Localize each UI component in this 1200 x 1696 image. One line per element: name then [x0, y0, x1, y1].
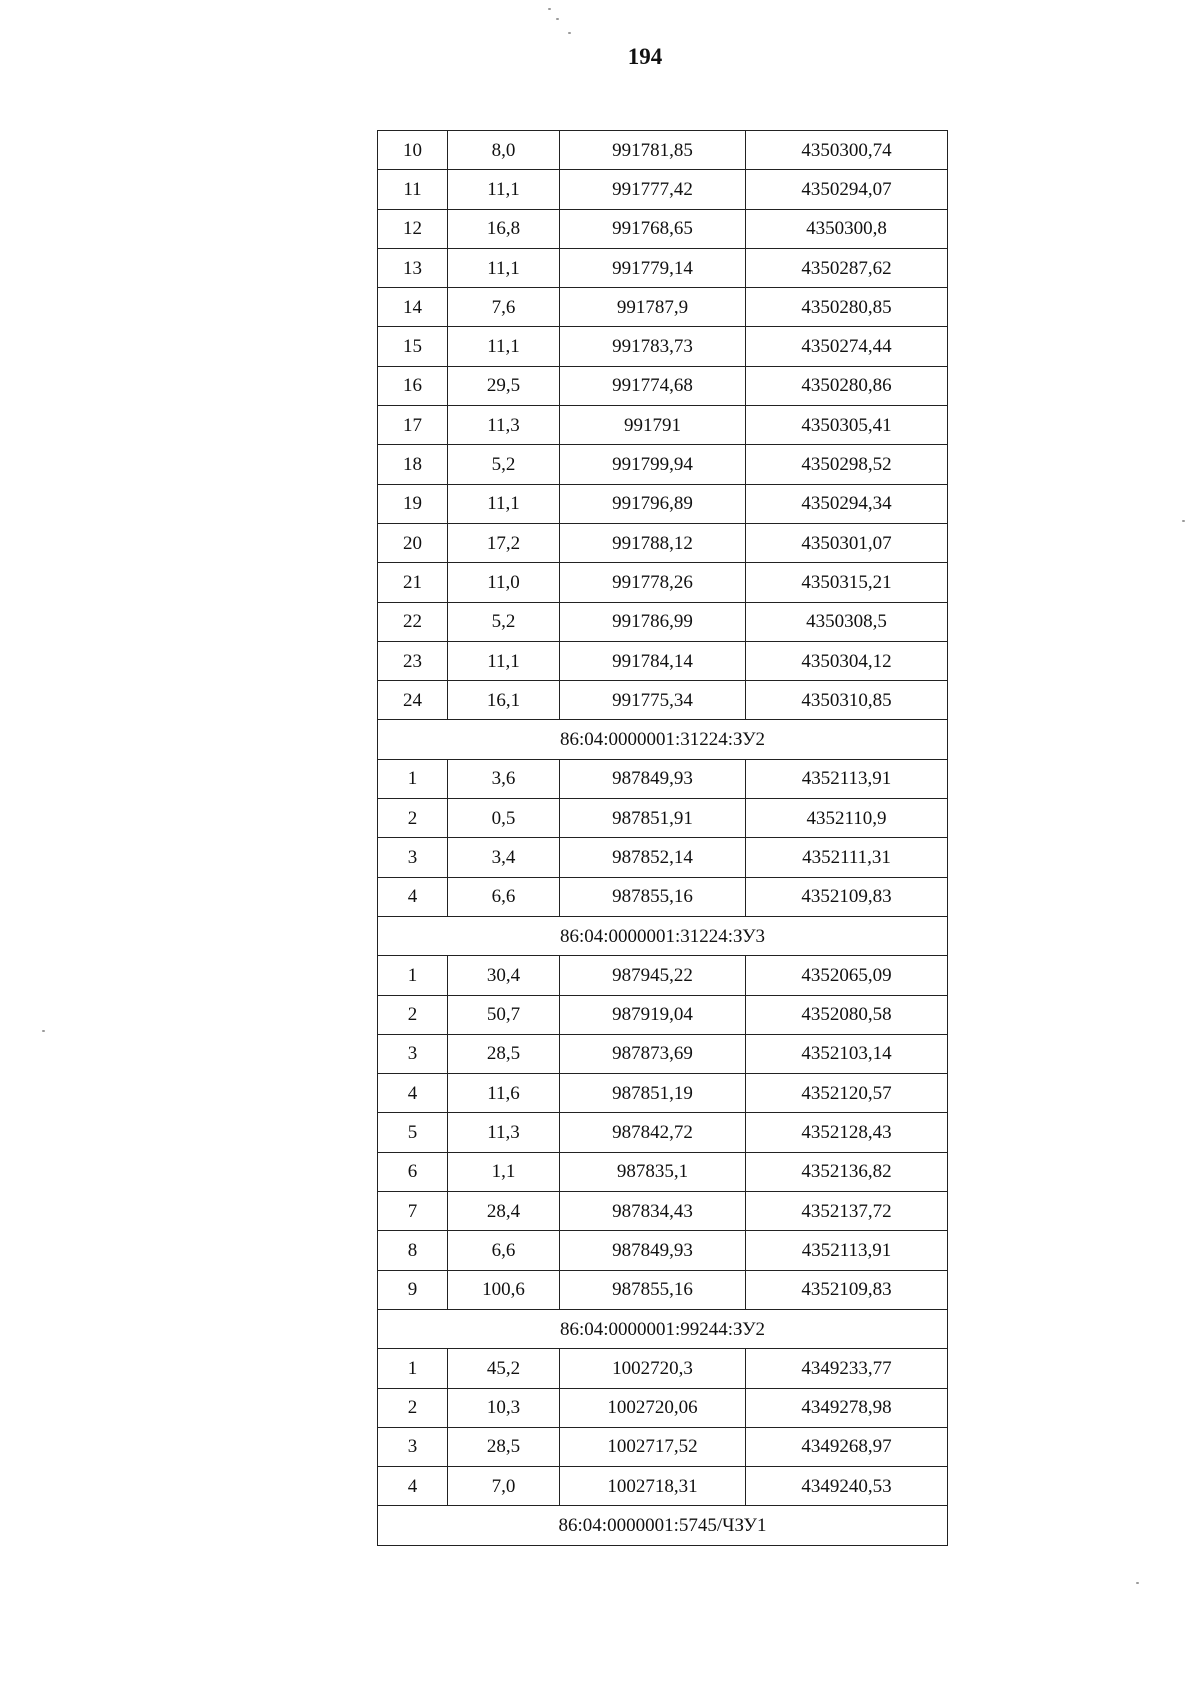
distance-cell: 11,1: [448, 170, 560, 209]
table-row: [378, 1152, 948, 1191]
table-row: [378, 838, 948, 877]
y-coordinate-cell: 4350301,07: [746, 523, 948, 562]
x-coordinate-cell: 991768,65: [560, 209, 746, 248]
y-coordinate-cell: 4352109,83: [746, 1270, 948, 1309]
y-coordinate-cell: 4350310,85: [746, 681, 948, 720]
x-coordinate-cell: 991779,14: [560, 248, 746, 287]
y-coordinate-cell: 4350294,07: [746, 170, 948, 209]
scan-speck: [556, 18, 559, 20]
table-row: [378, 641, 948, 680]
point-number-cell: 10: [378, 131, 448, 170]
point-number-cell: 18: [378, 445, 448, 484]
y-coordinate-cell: 4349240,53: [746, 1467, 948, 1506]
table-row: [378, 406, 948, 445]
x-coordinate-cell: 991799,94: [560, 445, 746, 484]
distance-cell: 28,4: [448, 1192, 560, 1231]
table-row: [378, 681, 948, 720]
x-coordinate-cell: 991796,89: [560, 484, 746, 523]
point-number-cell: 17: [378, 406, 448, 445]
scan-speck: [1182, 520, 1185, 522]
point-number-cell: 20: [378, 523, 448, 562]
point-number-cell: 16: [378, 366, 448, 405]
x-coordinate-cell: 991788,12: [560, 523, 746, 562]
point-number-cell: 15: [378, 327, 448, 366]
x-coordinate-cell: 991786,99: [560, 602, 746, 641]
y-coordinate-cell: 4350280,86: [746, 366, 948, 405]
y-coordinate-cell: 4349278,98: [746, 1388, 948, 1427]
point-number-cell: 19: [378, 484, 448, 523]
distance-cell: 28,5: [448, 1427, 560, 1466]
y-coordinate-cell: 4352137,72: [746, 1192, 948, 1231]
y-coordinate-cell: 4350300,74: [746, 131, 948, 170]
scan-speck: [568, 32, 571, 34]
distance-cell: 11,0: [448, 563, 560, 602]
point-number-cell: 24: [378, 681, 448, 720]
x-coordinate-cell: 987919,04: [560, 995, 746, 1034]
y-coordinate-cell: 4352065,09: [746, 956, 948, 995]
land-plot-cadastral-number: 86:04:0000001:31224:ЗУ2: [378, 720, 948, 759]
point-number-cell: 23: [378, 641, 448, 680]
point-number-cell: 8: [378, 1231, 448, 1270]
point-number-cell: 5: [378, 1113, 448, 1152]
coordinates-table-body: [378, 131, 948, 1546]
y-coordinate-cell: 4352113,91: [746, 759, 948, 798]
point-number-cell: 3: [378, 1427, 448, 1466]
point-number-cell: 1: [378, 956, 448, 995]
table-row: [378, 523, 948, 562]
point-number-cell: 13: [378, 248, 448, 287]
point-number-cell: 7: [378, 1192, 448, 1231]
point-number-cell: 21: [378, 563, 448, 602]
y-coordinate-cell: 4350315,21: [746, 563, 948, 602]
table-row: [378, 366, 948, 405]
distance-cell: 10,3: [448, 1388, 560, 1427]
table-row: [378, 288, 948, 327]
table-row: [378, 1192, 948, 1231]
distance-cell: 8,0: [448, 131, 560, 170]
page-number: 194: [627, 44, 663, 69]
point-number-cell: 12: [378, 209, 448, 248]
distance-cell: 16,1: [448, 681, 560, 720]
y-coordinate-cell: 4350274,44: [746, 327, 948, 366]
x-coordinate-cell: 991774,68: [560, 366, 746, 405]
y-coordinate-cell: 4349233,77: [746, 1349, 948, 1388]
y-coordinate-cell: 4352113,91: [746, 1231, 948, 1270]
y-coordinate-cell: 4350294,34: [746, 484, 948, 523]
distance-cell: 7,0: [448, 1467, 560, 1506]
distance-cell: 5,2: [448, 445, 560, 484]
x-coordinate-cell: 987851,19: [560, 1074, 746, 1113]
y-coordinate-cell: 4350287,62: [746, 248, 948, 287]
distance-cell: 45,2: [448, 1349, 560, 1388]
distance-cell: 29,5: [448, 366, 560, 405]
land-plot-cadastral-number: 86:04:0000001:31224:ЗУ3: [378, 916, 948, 955]
x-coordinate-cell: 987855,16: [560, 1270, 746, 1309]
table-row: [378, 877, 948, 916]
table-row: [378, 131, 948, 170]
section-header-row: [378, 1309, 948, 1348]
distance-cell: 5,2: [448, 602, 560, 641]
point-number-cell: 2: [378, 995, 448, 1034]
table-row: [378, 1113, 948, 1152]
distance-cell: 1,1: [448, 1152, 560, 1191]
x-coordinate-cell: 987834,43: [560, 1192, 746, 1231]
y-coordinate-cell: 4350280,85: [746, 288, 948, 327]
point-number-cell: 3: [378, 1034, 448, 1073]
y-coordinate-cell: 4352103,14: [746, 1034, 948, 1073]
distance-cell: 50,7: [448, 995, 560, 1034]
distance-cell: 6,6: [448, 1231, 560, 1270]
table-row: [378, 248, 948, 287]
table-row: [378, 170, 948, 209]
table-row: [378, 799, 948, 838]
distance-cell: 3,4: [448, 838, 560, 877]
y-coordinate-cell: 4352120,57: [746, 1074, 948, 1113]
section-header-row: [378, 916, 948, 955]
y-coordinate-cell: 4350305,41: [746, 406, 948, 445]
x-coordinate-cell: 991781,85: [560, 131, 746, 170]
y-coordinate-cell: 4352111,31: [746, 838, 948, 877]
scan-speck: [42, 1030, 45, 1032]
table-row: [378, 563, 948, 602]
point-number-cell: 1: [378, 759, 448, 798]
y-coordinate-cell: 4350304,12: [746, 641, 948, 680]
point-number-cell: 11: [378, 170, 448, 209]
table-row: [378, 1467, 948, 1506]
y-coordinate-cell: 4350308,5: [746, 602, 948, 641]
distance-cell: 6,6: [448, 877, 560, 916]
x-coordinate-cell: 991775,34: [560, 681, 746, 720]
y-coordinate-cell: 4352110,9: [746, 799, 948, 838]
point-number-cell: 6: [378, 1152, 448, 1191]
distance-cell: 28,5: [448, 1034, 560, 1073]
distance-cell: 11,3: [448, 406, 560, 445]
table-row: [378, 1034, 948, 1073]
distance-cell: 11,6: [448, 1074, 560, 1113]
x-coordinate-cell: 1002718,31: [560, 1467, 746, 1506]
distance-cell: 11,1: [448, 484, 560, 523]
section-header-row: [378, 720, 948, 759]
x-coordinate-cell: 987945,22: [560, 956, 746, 995]
distance-cell: 7,6: [448, 288, 560, 327]
table-row: [378, 1270, 948, 1309]
table-row: [378, 209, 948, 248]
x-coordinate-cell: 1002720,3: [560, 1349, 746, 1388]
table-row: [378, 445, 948, 484]
x-coordinate-cell: 1002717,52: [560, 1427, 746, 1466]
distance-cell: 100,6: [448, 1270, 560, 1309]
x-coordinate-cell: 991784,14: [560, 641, 746, 680]
land-plot-cadastral-number: 86:04:0000001:99244:ЗУ2: [378, 1309, 948, 1348]
table-row: [378, 484, 948, 523]
x-coordinate-cell: 991778,26: [560, 563, 746, 602]
distance-cell: 11,1: [448, 641, 560, 680]
distance-cell: 11,1: [448, 248, 560, 287]
point-number-cell: 4: [378, 877, 448, 916]
table-row: [378, 1074, 948, 1113]
x-coordinate-cell: 987849,93: [560, 759, 746, 798]
y-coordinate-cell: 4352136,82: [746, 1152, 948, 1191]
y-coordinate-cell: 4349268,97: [746, 1427, 948, 1466]
scan-speck: [1136, 1582, 1139, 1584]
table-row: [378, 1231, 948, 1270]
distance-cell: 17,2: [448, 523, 560, 562]
distance-cell: 16,8: [448, 209, 560, 248]
x-coordinate-cell: 987842,72: [560, 1113, 746, 1152]
table-row: [378, 1388, 948, 1427]
scan-speck: [548, 8, 551, 10]
point-number-cell: 14: [378, 288, 448, 327]
point-number-cell: 9: [378, 1270, 448, 1309]
x-coordinate-cell: 991791: [560, 406, 746, 445]
y-coordinate-cell: 4352109,83: [746, 877, 948, 916]
distance-cell: 11,3: [448, 1113, 560, 1152]
x-coordinate-cell: 991783,73: [560, 327, 746, 366]
y-coordinate-cell: 4352128,43: [746, 1113, 948, 1152]
point-number-cell: 3: [378, 838, 448, 877]
point-number-cell: 2: [378, 1388, 448, 1427]
coordinates-table: [377, 130, 948, 1546]
x-coordinate-cell: 987849,93: [560, 1231, 746, 1270]
table-row: [378, 759, 948, 798]
y-coordinate-cell: 4350298,52: [746, 445, 948, 484]
table-row: [378, 1427, 948, 1466]
distance-cell: 3,6: [448, 759, 560, 798]
x-coordinate-cell: 987852,14: [560, 838, 746, 877]
point-number-cell: 4: [378, 1467, 448, 1506]
table-row: [378, 995, 948, 1034]
table-row: [378, 327, 948, 366]
distance-cell: 0,5: [448, 799, 560, 838]
y-coordinate-cell: 4350300,8: [746, 209, 948, 248]
x-coordinate-cell: 1002720,06: [560, 1388, 746, 1427]
y-coordinate-cell: 4352080,58: [746, 995, 948, 1034]
x-coordinate-cell: 987873,69: [560, 1034, 746, 1073]
distance-cell: 30,4: [448, 956, 560, 995]
section-header-row: [378, 1506, 948, 1545]
x-coordinate-cell: 987835,1: [560, 1152, 746, 1191]
table-row: [378, 956, 948, 995]
point-number-cell: 2: [378, 799, 448, 838]
land-plot-cadastral-number: 86:04:0000001:5745/ЧЗУ1: [378, 1506, 948, 1545]
point-number-cell: 4: [378, 1074, 448, 1113]
point-number-cell: 22: [378, 602, 448, 641]
x-coordinate-cell: 987855,16: [560, 877, 746, 916]
table-row: [378, 1349, 948, 1388]
x-coordinate-cell: 987851,91: [560, 799, 746, 838]
table-row: [378, 602, 948, 641]
distance-cell: 11,1: [448, 327, 560, 366]
x-coordinate-cell: 991777,42: [560, 170, 746, 209]
x-coordinate-cell: 991787,9: [560, 288, 746, 327]
point-number-cell: 1: [378, 1349, 448, 1388]
